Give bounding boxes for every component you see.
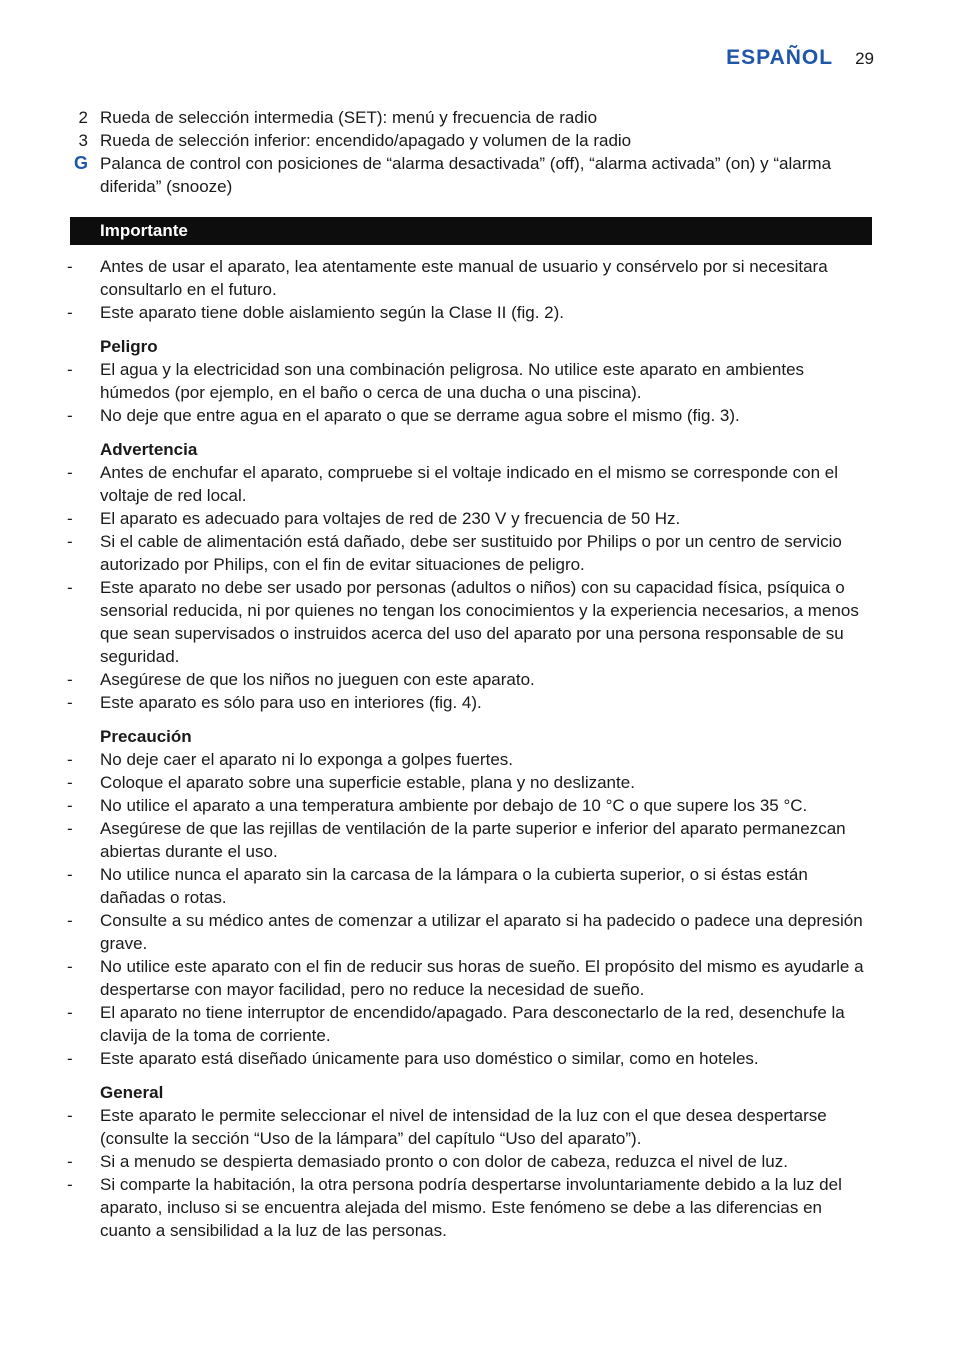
- dash-bullet: -: [67, 819, 73, 838]
- dash-bullet: -: [67, 750, 73, 769]
- dash-bullet: -: [67, 957, 73, 976]
- list-item: [0, 748, 954, 771]
- item-text: Asegúrese de que los niños no jueguen con este aparato.: [100, 670, 535, 689]
- dash-bullet: -: [67, 1003, 73, 1022]
- list-item: [0, 909, 954, 955]
- item-text: Consulte a su médico antes de comenzar a utilizar el aparato si ha padecido o padece una depresión grave.: [100, 911, 863, 953]
- item-text: Palanca de control con posiciones de “alarma desactivada” (off), “alarma activada” (on) y “alarma diferida” (snooze): [100, 154, 832, 196]
- dash-bullet: -: [67, 911, 73, 930]
- dash-bullet: -: [67, 257, 73, 276]
- list-item: [0, 255, 954, 301]
- dash-bullet: -: [67, 406, 73, 425]
- item-letter: G: [73, 153, 88, 173]
- item-text: El aparato es adecuado para voltajes de red de 230 V y frecuencia de 50 Hz.: [100, 509, 681, 528]
- list-item: [0, 576, 954, 668]
- list-item: [0, 507, 954, 530]
- list-item: [0, 691, 954, 714]
- item-text: Coloque el aparato sobre una superficie estable, plana y no deslizante.: [100, 773, 635, 792]
- page-content: [0, 106, 954, 1242]
- subheading-advertencia: Advertencia: [100, 440, 198, 459]
- item-text: Si el cable de alimentación está dañado, debe ser sustituido por Philips o por un centro de servicio autorizado por Philips, con el fin de evitar situaciones de peligro.: [100, 532, 842, 574]
- precaucion-list: [0, 748, 954, 1070]
- subheading-peligro: Peligro: [100, 337, 158, 356]
- dash-bullet: -: [67, 1152, 73, 1171]
- list-item: [0, 129, 954, 152]
- list-item: [0, 404, 954, 427]
- item-text: Si comparte la habitación, la otra persona podría despertarse involuntariamente debido a la luz del aparato, incluso si se encuentra alejada del mismo. Este fenómeno se debe a las diferencias en cuanto a sensibilidad a la luz de las personas.: [100, 1175, 842, 1240]
- item-text: Asegúrese de que las rejillas de ventilación de la parte superior e inferior del aparato permanezcan abiertas durante el uso.: [100, 819, 846, 861]
- list-item: [0, 152, 954, 198]
- list-item: [0, 794, 954, 817]
- item-text: No utilice nunca el aparato sin la carcasa de la lámpara o la cubierta superior, o si éstas están dañadas o rotas.: [100, 865, 808, 907]
- list-item: [0, 1047, 954, 1070]
- dash-bullet: -: [67, 1049, 73, 1068]
- item-text: Este aparato le permite seleccionar el nivel de intensidad de la luz con el que desea despertarse (consulte la sección “Uso de la lámpara” del capítulo “Uso del aparato”).: [100, 1106, 827, 1148]
- dash-bullet: -: [67, 360, 73, 379]
- item-text: Este aparato no debe ser usado por personas (adultos o niños) con su capacidad física, psíquica o sensorial reducida, ni por quienes no tengan los conocimientos y la experiencia necesarios, a menos que sean supervisados o instruidos acerca del uso del aparato por una persona responsable de su seguridad.: [100, 578, 859, 666]
- dash-bullet: -: [67, 1106, 73, 1125]
- item-text: No deje caer el aparato ni lo exponga a golpes fuertes.: [100, 750, 513, 769]
- list-item: [0, 530, 954, 576]
- dash-bullet: -: [67, 865, 73, 884]
- item-number: 3: [78, 131, 88, 150]
- list-item: [0, 1104, 954, 1150]
- item-text: Rueda de selección inferior: encendido/apagado y volumen de la radio: [100, 131, 632, 150]
- list-item: [0, 461, 954, 507]
- dash-bullet: -: [67, 578, 73, 597]
- dash-bullet: -: [67, 1175, 73, 1194]
- item-text: Este aparato es sólo para uso en interiores (fig. 4).: [100, 693, 482, 712]
- intro-list: [0, 255, 954, 324]
- item-text: Antes de enchufar el aparato, compruebe si el voltaje indicado en el mismo se corresponde con el voltaje de red local.: [100, 463, 839, 505]
- list-item: [0, 1150, 954, 1173]
- list-item: [0, 863, 954, 909]
- list-item: [0, 668, 954, 691]
- list-item: [0, 301, 954, 324]
- item-text: No utilice este aparato con el fin de reducir sus horas de sueño. El propósito del mismo es ayudarle a despertarse con mayor facilidad, pero no reduce la necesidad de sueño.: [100, 957, 864, 999]
- subheading-precaucion: Precaución: [100, 727, 192, 746]
- dash-bullet: -: [67, 670, 73, 689]
- parts-list: [0, 106, 954, 198]
- language-label: ESPAÑOL: [726, 46, 834, 69]
- list-item: [0, 358, 954, 404]
- dash-bullet: -: [67, 509, 73, 528]
- page-header: [726, 46, 874, 70]
- page-number: 29: [855, 49, 874, 68]
- list-item: [0, 955, 954, 1001]
- item-text: Este aparato está diseñado únicamente para uso doméstico o similar, como en hoteles.: [100, 1049, 759, 1068]
- item-text: Rueda de selección intermedia (SET): menú y frecuencia de radio: [100, 108, 598, 127]
- list-item: [0, 771, 954, 794]
- list-item: [0, 817, 954, 863]
- general-list: [0, 1104, 954, 1242]
- item-text: No deje que entre agua en el aparato o que se derrame agua sobre el mismo (fig. 3).: [100, 406, 740, 425]
- dash-bullet: -: [67, 773, 73, 792]
- list-item: [0, 1173, 954, 1242]
- dash-bullet: -: [67, 463, 73, 482]
- item-text: El agua y la electricidad son una combinación peligrosa. No utilice este aparato en ambientes húmedos (por ejemplo, en el baño o cerca de una ducha o una piscina).: [100, 360, 805, 402]
- item-text: El aparato no tiene interruptor de encendido/apagado. Para desconectarlo de la red, desenchufe la clavija de la toma de corriente.: [100, 1003, 845, 1045]
- advertencia-list: [0, 461, 954, 714]
- dash-bullet: -: [67, 796, 73, 815]
- item-number: 2: [78, 108, 88, 127]
- dash-bullet: -: [67, 303, 73, 322]
- list-item: [0, 106, 954, 129]
- item-text: Antes de usar el aparato, lea atentamente este manual de usuario y consérvelo por si necesitara consultarlo en el futuro.: [100, 257, 828, 299]
- dash-bullet: -: [67, 693, 73, 712]
- item-text: Si a menudo se despierta demasiado pronto o con dolor de cabeza, reduzca el nivel de luz.: [100, 1152, 788, 1171]
- section-banner: Importante: [70, 217, 872, 245]
- item-text: No utilice el aparato a una temperatura ambiente por debajo de 10 °C o que supere los 35 °C.: [100, 796, 808, 815]
- peligro-list: [0, 358, 954, 427]
- dash-bullet: -: [67, 532, 73, 551]
- list-item: [0, 1001, 954, 1047]
- item-text: Este aparato tiene doble aislamiento según la Clase II (fig. 2).: [100, 303, 564, 322]
- subheading-general: General: [100, 1083, 164, 1102]
